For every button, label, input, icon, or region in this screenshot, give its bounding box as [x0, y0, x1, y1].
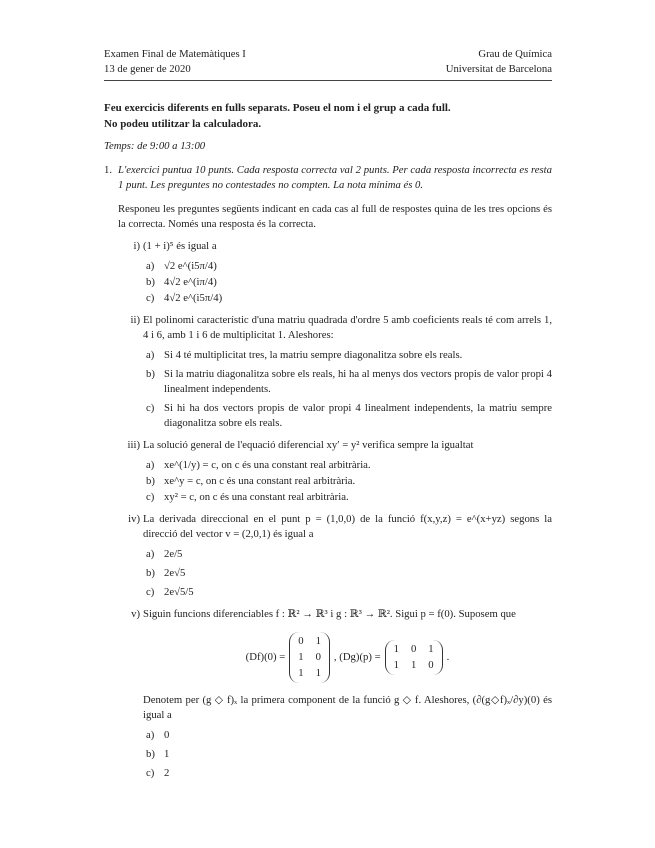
option [146, 348, 552, 363]
exam-date: 13 de gener de 2020 [104, 63, 191, 75]
question-label: iv) [128, 513, 140, 525]
option [146, 547, 552, 562]
option-text: xy² = c, on c és una constant real arbitrària. [164, 491, 349, 503]
option [146, 458, 552, 473]
header-row-2 [104, 62, 552, 77]
option-text: Si hi ha dos vectors propis de valor propi 4 linealment independents, la matriu sempre diagonalitza sobre els reals. [164, 402, 552, 429]
option [146, 766, 552, 781]
matrix-cell: 1 [315, 635, 321, 647]
option [146, 566, 552, 581]
option-text: 4√2 e^(i5π/4) [164, 292, 223, 304]
option-label: b) [146, 567, 155, 579]
exercise-scoring: L'exercici puntua 10 punts. Cada resposta correcta val 2 punts. Per cada resposta incorrecta es resta 1 punt. Les preguntes no contestades no compten. La nota mínima és 0. [118, 164, 552, 191]
question-list [118, 239, 552, 781]
matrix-cell: 1 [298, 651, 304, 663]
option [146, 747, 552, 762]
question-text: Siguin funcions diferenciables f : ℝ² → ℝ³ i g : ℝ³ → ℝ². Sigui p = f(0). Suposem que [143, 608, 516, 620]
option-label: b) [146, 748, 155, 760]
university-name: Universitat de Barcelona [445, 63, 552, 75]
option [146, 490, 552, 505]
option-label: a) [146, 260, 155, 272]
option [146, 728, 552, 743]
option-text: 2e/5 [164, 548, 183, 560]
option [146, 585, 552, 600]
question-text: (1 + i)⁵ és igual a [143, 240, 217, 252]
instructions [104, 100, 552, 132]
matrix-cell: 1 [393, 643, 399, 655]
question-label: ii) [130, 314, 140, 326]
question-text: El polinomi característic d'una matriu quadrada d'ordre 5 amb coeficients reals té com arrels 1, 4 i 6, amb 1 i 6 de multiplicitat 1. Aleshores: [143, 314, 552, 341]
question-iv [104, 512, 552, 600]
matrix-dg [385, 640, 443, 675]
matrix-cell: 1 [393, 659, 399, 671]
option [146, 291, 552, 306]
option-label: c) [146, 586, 155, 598]
matrix-end: . [446, 651, 450, 663]
matrix-df [289, 632, 330, 683]
header-row-1 [104, 47, 552, 62]
question-label: v) [131, 608, 140, 620]
matrix-cell: 1 [428, 643, 434, 655]
option-label: a) [146, 729, 155, 741]
option-text: 2e√5/5 [164, 586, 194, 598]
header-rule [104, 80, 552, 81]
option-text: √2 e^(i5π/4) [164, 260, 217, 272]
degree-name: Grau de Química [478, 48, 552, 60]
option-text: 2 [164, 767, 170, 779]
exercise-intro: Responeu les preguntes següents indicant en cada cas al full de respostes quina de les tres opcions és la correcta. Només una resposta és la correcta. [118, 203, 552, 230]
option-text: 2e√5 [164, 567, 186, 579]
question-text: La derivada direccional en el punt p = (1,0,0) de la funció f(x,y,z) = e^(x+yz) segons la direcció del vector v = (2,0,1) és igual a [143, 513, 552, 540]
question-text: La solució general de l'equació diferencial xy′ = y² verifica sempre la igualtat [143, 439, 474, 451]
matrix-cell: 0 [428, 659, 434, 671]
option [146, 474, 552, 489]
option-text: Si 4 té multiplicitat tres, la matriu sempre diagonalitza sobre els reals. [164, 349, 463, 361]
option-text: xe^y = c, on c és una constant real arbitrària. [164, 475, 356, 487]
option [146, 367, 552, 397]
option-label: a) [146, 548, 155, 560]
question-i [104, 239, 552, 306]
option [146, 259, 552, 274]
jacobian-matrices [143, 632, 552, 683]
option-label: c) [146, 767, 155, 779]
option-text: Si la matriu diagonalitza sobre els reals, hi ha al menys dos vectors propis de valor propi 4 linealment independents. [164, 368, 552, 395]
option-text: 0 [164, 729, 170, 741]
matrix-cell: 0 [298, 635, 304, 647]
option-label: c) [146, 491, 155, 503]
option [146, 275, 552, 290]
option-label: b) [146, 368, 155, 380]
matrix-cell: 1 [315, 667, 321, 679]
question-ii [104, 313, 552, 431]
option-label: b) [146, 475, 155, 487]
option-list [143, 348, 552, 431]
option-list [143, 458, 552, 505]
question-label: i) [133, 240, 140, 252]
matrix-cell: 0 [410, 643, 417, 655]
option-label: c) [146, 292, 155, 304]
dg-label: , (Dg)(p) = [333, 651, 381, 663]
option [146, 401, 552, 431]
question-v [104, 607, 552, 781]
exam-time: Temps: de 9:00 a 13:00 [104, 140, 206, 152]
option-label: a) [146, 459, 155, 471]
df-label: (Df)(0) = [245, 651, 286, 663]
option-list [143, 728, 552, 781]
exercise [104, 163, 552, 781]
option-label: c) [146, 402, 155, 414]
option-text: xe^(1/y) = c, on c és una constant real arbitrària. [164, 459, 371, 471]
option-label: a) [146, 349, 155, 361]
matrix-cell: 0 [315, 651, 321, 663]
question-iii [104, 438, 552, 505]
matrix-cell: 1 [298, 667, 304, 679]
instruction-line-2: No podeu utilitzar la calculadora. [104, 118, 262, 130]
option-label: b) [146, 276, 155, 288]
exercise-body [118, 163, 552, 781]
option-text: 4√2 e^(iπ/4) [164, 276, 217, 288]
option-text: 1 [164, 748, 170, 760]
question-text-continued: Denotem per (g ◇ f)ₓ la primera component de la funció g ◇ f. Aleshores, (∂(g◇f)ₓ/∂y)(0) és igual a [143, 694, 552, 721]
course-title: Examen Final de Matemàtiques I [104, 48, 246, 60]
matrix-cell: 1 [410, 659, 417, 671]
question-label: iii) [127, 439, 140, 451]
option-list [143, 547, 552, 600]
option-list [143, 259, 552, 306]
instruction-line-1: Feu exercicis diferents en fulls separats. Poseu el nom i el grup a cada full. [104, 102, 451, 114]
exercise-number: 1. [104, 164, 113, 176]
exam-page [104, 47, 552, 781]
